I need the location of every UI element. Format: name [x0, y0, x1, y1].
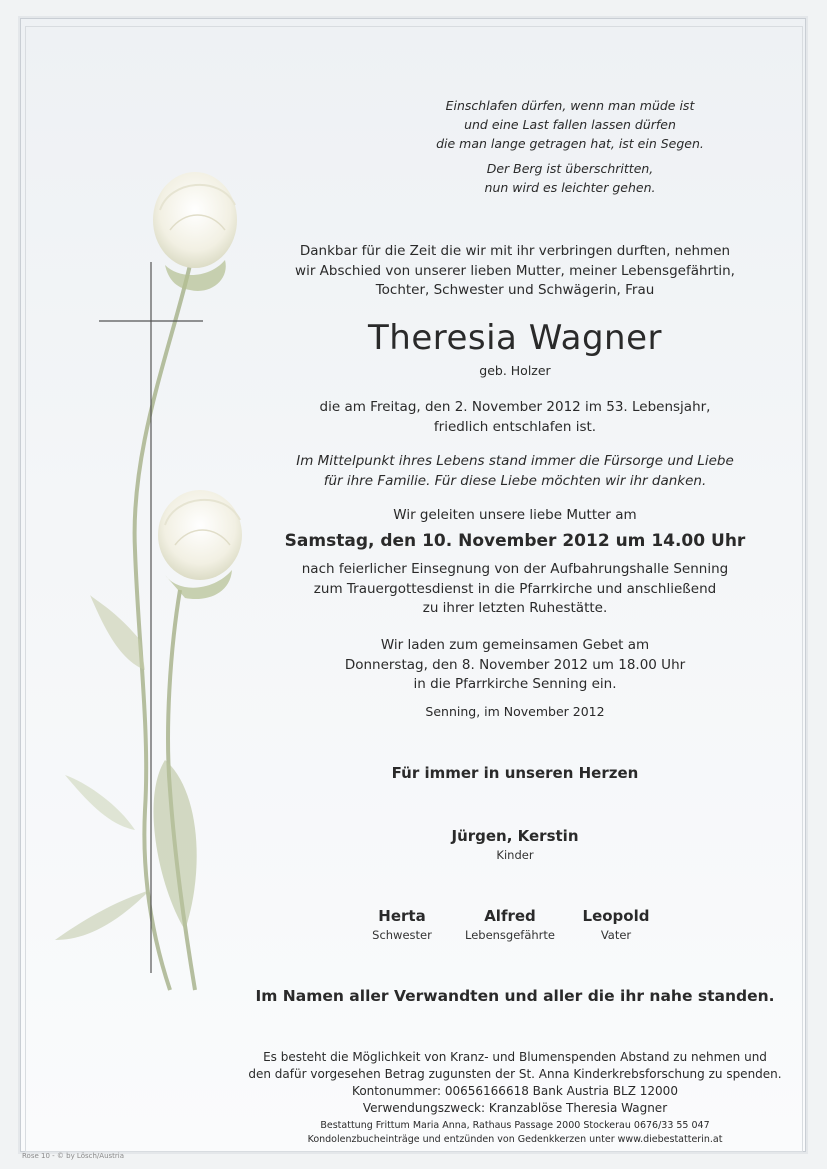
undertaker-info	[240, 1119, 790, 1147]
relative-role: Schwester	[372, 928, 432, 942]
donation-info	[240, 1049, 790, 1117]
poem-line: nun wird es leichter gehen.	[484, 180, 656, 195]
funeral-datetime: Samstag, den 10. November 2012 um 14.00 Uhr	[284, 531, 746, 551]
relative-role: Kinder	[496, 848, 534, 862]
rose-illustration	[20, 170, 280, 1000]
relative-father	[556, 907, 676, 942]
poem-line: die man lange getragen hat, ist ein Segen.	[436, 136, 704, 151]
prayer-notice	[280, 636, 750, 695]
intro-line: wir Abschied von unserer lieben Mutter, meiner Lebensgefährtin,	[295, 262, 735, 279]
funeral-lead: Wir geleiten unsere liebe Mutter am	[393, 507, 637, 523]
poem-stanza-2	[370, 159, 770, 197]
relative-name: Jürgen, Kerstin	[451, 827, 579, 845]
relative-role: Lebensgefährte	[464, 928, 555, 942]
rose-leaf	[154, 760, 197, 930]
death-line: die am Freitag, den 2. November 2012 im 53. Lebensjahr,	[319, 399, 711, 415]
relative-name: Herta	[378, 907, 426, 925]
relative-partner	[450, 907, 570, 942]
rose-top	[153, 172, 237, 291]
intro-line: Tochter, Schwester und Schwägerin, Frau	[375, 282, 655, 298]
family-line: Im Namen aller Verwandten und aller die ihr nahe standen.	[255, 987, 775, 1005]
funeral-details	[280, 560, 750, 619]
death-notice	[280, 398, 750, 437]
relative-name: Leopold	[582, 907, 650, 925]
undertaker-line: Kondolenzbucheinträge und entzünden von Gedenkkerzen unter www.diebestatterin.at	[307, 1134, 723, 1145]
death-line: friedlich entschlafen ist.	[433, 418, 597, 435]
prayer-line: Donnerstag, den 8. November 2012 um 18.00 Uhr	[344, 656, 686, 673]
intro-line: Dankbar für die Zeit die wir mit ihr verbringen durften, nehmen	[299, 243, 731, 259]
relative-sister	[342, 907, 462, 942]
poem-stanza-1	[370, 96, 770, 153]
donation-line: Verwendungszweck: Kranzablöse Theresia Wagner	[362, 1101, 668, 1115]
poem-line: und eine Last fallen lassen dürfen	[464, 117, 676, 132]
forever-heading: Für immer in unseren Herzen	[391, 764, 639, 782]
image-credit: Rose 10 - © by Lösch/Austria	[22, 1152, 125, 1160]
tribute-line: Im Mittelpunkt ihres Lebens stand immer die Fürsorge und Liebe	[296, 453, 734, 469]
donation-line: Kontonummer: 00656166618 Bank Austria BLZ 12000	[352, 1084, 678, 1098]
relative-role: Vater	[600, 928, 632, 942]
donation-line: Es besteht die Möglichkeit von Kranz- und Blumenspenden Abstand zu nehmen und	[263, 1050, 767, 1064]
funeral-line: zu ihrer letzten Ruhestätte.	[422, 600, 608, 616]
place-date: Senning, im November 2012	[425, 704, 605, 719]
prayer-line: in die Pfarrkirche Senning ein.	[413, 676, 617, 692]
deceased-name: Theresia Wagner	[368, 318, 662, 358]
funeral-line: zum Trauergottesdienst in die Pfarrkirche und anschließend	[313, 580, 717, 597]
funeral-line: nach feierlicher Einsegnung von der Aufbahrungshalle Senning	[301, 561, 729, 577]
relative-name: Alfred	[484, 907, 536, 925]
intro-text	[280, 242, 750, 301]
rose-leaf	[65, 775, 135, 830]
donation-line: den dafür vorgesehen Betrag zugunsten der St. Anna Kinderkrebsforschung zu spenden.	[248, 1067, 782, 1081]
undertaker-line: Bestattung Frittum Maria Anna, Rathaus Passage 2000 Stockerau 0676/33 55 047	[320, 1120, 710, 1131]
poem-line: Der Berg ist überschritten,	[486, 161, 654, 176]
birth-name: geb. Holzer	[479, 363, 551, 378]
prayer-line: Wir laden zum gemeinsamen Gebet am	[380, 637, 650, 653]
rose-leaf	[55, 890, 150, 940]
rose-bottom	[158, 490, 242, 599]
relative-children	[280, 827, 750, 862]
tribute-text	[280, 452, 750, 491]
poem-line: Einschlafen dürfen, wenn man müde ist	[445, 98, 695, 113]
tribute-line: für ihre Familie. Für diese Liebe möchten wir ihr danken.	[323, 472, 707, 489]
